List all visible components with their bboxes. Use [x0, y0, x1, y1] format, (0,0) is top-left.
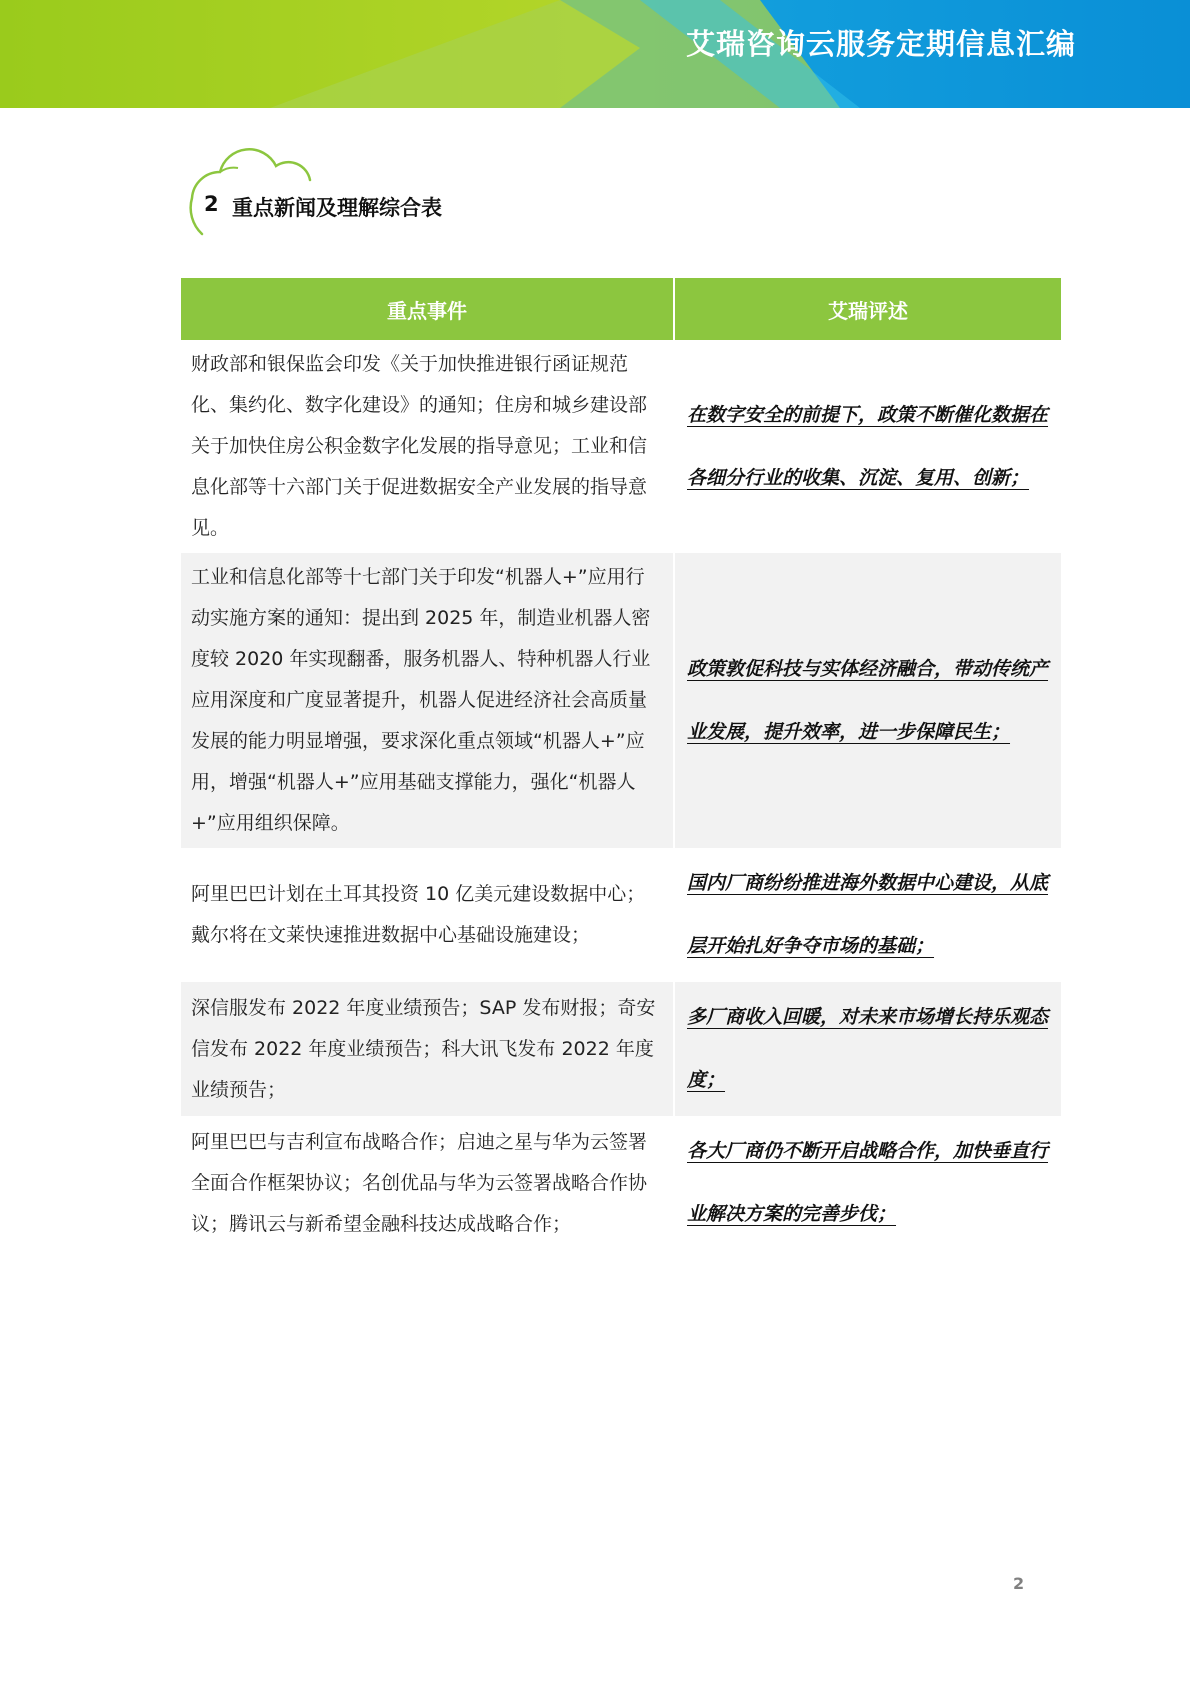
page-number: 2	[1013, 1574, 1025, 1593]
news-summary-table	[181, 278, 1061, 1250]
column-header-comment: 艾瑞评述	[674, 278, 1061, 340]
comment-cell	[674, 340, 1061, 553]
event-cell: 阿里巴巴计划在土耳其投资 10 亿美元建设数据中心；戴尔将在文莱快速推进数据中心基础设施建设；	[181, 848, 674, 982]
column-header-event: 重点事件	[181, 278, 674, 340]
section-title: 重点新闻及理解综合表	[232, 196, 442, 220]
cloud-icon	[178, 138, 318, 238]
comment-text: 在数字安全的前提下，政策不断催化数据在各细分行业的收集、沉淀、复用、创新；	[687, 403, 1049, 489]
comment-cell	[674, 982, 1061, 1116]
comment-cell	[674, 1116, 1061, 1250]
event-cell: 财政部和银保监会印发《关于加快推进银行函证规范化、集约化、数字化建设》的通知；住房和城乡建设部关于加快住房公积金数字化发展的指导意见；工业和信息化部等十六部门关于促进数据安全产业发展的指导意见。	[181, 340, 674, 553]
table-row	[181, 553, 1061, 848]
table-row	[181, 848, 1061, 982]
comment-cell	[674, 848, 1061, 982]
section-heading	[178, 138, 478, 238]
document-title: 艾瑞咨询云服务定期信息汇编	[685, 27, 1076, 61]
comment-text: 各大厂商仍不断开启战略合作，加快垂直行业解决方案的完善步伐；	[687, 1140, 1049, 1225]
table-header-row	[181, 278, 1061, 340]
event-cell: 工业和信息化部等十七部门关于印发“机器人+”应用行动实施方案的通知：提出到 2025 年，制造业机器人密度较 2020 年实现翻番，服务机器人、特种机器人行业应用深度和广度显著提升，机器人促进经济社会高质量发展的能力明显增强，要求深化重点领域“机器人+”应用，增强“机器人+”应用基础支撑能力，强化“机器人+”应用组织保障。	[181, 553, 674, 848]
comment-cell	[674, 553, 1061, 848]
event-cell: 深信服发布 2022 年度业绩预告；SAP 发布财报；奇安信发布 2022 年度业绩预告；科大讯飞发布 2022 年度业绩预告；	[181, 982, 674, 1116]
comment-text: 多厂商收入回暖，对未来市场增长持乐观态度；	[687, 1006, 1049, 1091]
section-number: 2	[204, 192, 219, 216]
event-cell: 阿里巴巴与吉利宣布战略合作；启迪之星与华为云签署全面合作框架协议；名创优品与华为云签署战略合作协议；腾讯云与新希望金融科技达成战略合作；	[181, 1116, 674, 1250]
table-row	[181, 340, 1061, 553]
comment-text: 政策敦促科技与实体经济融合，带动传统产业发展，提升效率，进一步保障民生；	[687, 657, 1049, 743]
table-row	[181, 1116, 1061, 1250]
table-row	[181, 982, 1061, 1116]
comment-text: 国内厂商纷纷推进海外数据中心建设，从底层开始扎好争夺市场的基础；	[687, 872, 1049, 957]
header-banner	[0, 0, 1190, 108]
